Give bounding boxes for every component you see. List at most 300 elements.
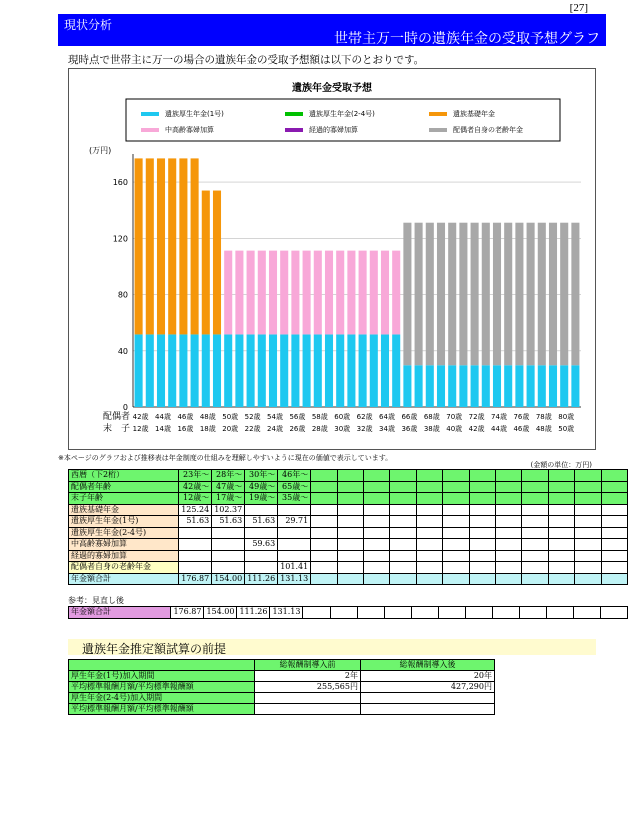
- x-tick-child: 32歳: [356, 425, 373, 433]
- table-cell: [495, 550, 521, 562]
- table-cell: [330, 607, 357, 619]
- table-cell: [601, 527, 627, 539]
- table-cell: [416, 504, 442, 516]
- table-cell: [311, 562, 337, 574]
- table-cell: [575, 481, 601, 493]
- table-cell: [311, 504, 337, 516]
- table-cell: 111.26: [237, 607, 270, 619]
- table-cell: [522, 539, 548, 551]
- table-cell: [278, 539, 311, 551]
- y-tick-label: 0: [122, 403, 128, 412]
- table-cell: [522, 504, 548, 516]
- table-cell: [575, 562, 601, 574]
- table-cell: [465, 607, 492, 619]
- table-cell: 125.24: [179, 504, 212, 516]
- table-cell: [416, 539, 442, 551]
- y-tick-label: 80: [117, 290, 128, 300]
- y-tick-label: 160: [112, 178, 128, 188]
- table-cell: [411, 607, 438, 619]
- table-row: [69, 682, 495, 693]
- table-cell: [337, 516, 363, 528]
- bar-segment: [235, 334, 243, 407]
- row-label: 配偶者自身の老齢年金: [69, 562, 179, 574]
- x-tick-spouse: 70歳: [446, 413, 463, 421]
- table-cell: [337, 470, 363, 482]
- x-tick-spouse: 42歳: [132, 413, 149, 421]
- table-cell: [522, 481, 548, 493]
- table-cell: [495, 516, 521, 528]
- x-tick-child: 42歳: [468, 425, 485, 433]
- x-tick-spouse: 48歳: [199, 413, 216, 421]
- x-tick-child: 40歳: [446, 425, 463, 433]
- bar-segment: [314, 251, 322, 335]
- bar-segment: [224, 334, 232, 407]
- table-cell: [438, 607, 465, 619]
- bar-segment: [437, 223, 445, 366]
- table-cell: [443, 539, 469, 551]
- row-label: 遺族厚生年金(2-4号): [69, 527, 179, 539]
- table-cell: 35歳～: [278, 493, 311, 505]
- row-label: 経過的寡婦加算: [69, 550, 179, 562]
- table-cell: [255, 704, 361, 715]
- table-cell: [575, 470, 601, 482]
- table-cell: [443, 481, 469, 493]
- table-cell: [416, 562, 442, 574]
- bar-segment: [157, 334, 165, 407]
- x-tick-spouse: 56歳: [289, 413, 306, 421]
- table-cell: [469, 493, 495, 505]
- bar-segment: [336, 251, 344, 335]
- chart-title: 遺族年金受取予想: [292, 83, 372, 94]
- table-cell: [179, 550, 212, 562]
- pension-chart: [68, 68, 596, 450]
- bar-segment: [392, 251, 400, 335]
- table-cell: [337, 493, 363, 505]
- table-cell: [469, 573, 495, 585]
- x-tick-spouse: 66歳: [401, 413, 418, 421]
- table-row: [69, 527, 628, 539]
- table-cell: [311, 516, 337, 528]
- row-label: 遺族基礎年金: [69, 504, 179, 516]
- revised-label: 参考：見直し後: [68, 596, 124, 605]
- x-tick-spouse: 72歳: [468, 413, 485, 421]
- bar-segment: [291, 334, 299, 407]
- x-tick-spouse: 44歳: [155, 413, 171, 421]
- legend-swatch: [141, 128, 159, 132]
- x-tick-child: 38歳: [423, 425, 440, 433]
- x-tick-child: 30歳: [334, 425, 351, 433]
- bar-segment: [280, 251, 288, 335]
- table-cell: [495, 562, 521, 574]
- table-cell: [548, 493, 574, 505]
- table-cell: [601, 539, 627, 551]
- table-cell: [337, 527, 363, 539]
- bar-segment: [381, 251, 389, 335]
- table-row: [69, 573, 628, 585]
- bar-segment: [314, 334, 322, 407]
- bar-segment: [415, 223, 423, 366]
- table-cell: [416, 516, 442, 528]
- table-cell: [245, 562, 278, 574]
- bar-segment: [325, 251, 333, 335]
- y-axis-label: (万円): [89, 146, 112, 155]
- table-cell: [548, 504, 574, 516]
- table-cell: [469, 481, 495, 493]
- premise-section-header: [68, 639, 596, 655]
- table-row: [69, 516, 628, 528]
- banner-title: 世帯主万一時の遺族年金の受取予想グラフ: [334, 31, 600, 47]
- bar-segment: [347, 334, 355, 407]
- table-cell: [443, 562, 469, 574]
- legend-label: 遺族厚生年金(1号): [165, 110, 224, 118]
- bar-segment: [448, 223, 456, 366]
- table-cell: 154.00: [204, 607, 237, 619]
- x-tick-spouse: 62歳: [356, 413, 373, 421]
- table-cell: [384, 607, 411, 619]
- unit-note: (金額の単位：万円): [530, 461, 592, 469]
- bar-segment: [381, 334, 389, 407]
- pension-table: [68, 469, 628, 585]
- table-row: [69, 607, 628, 619]
- table-cell: 131.13: [278, 573, 311, 585]
- table-cell: [212, 562, 245, 574]
- legend-label: 経過的寡婦加算: [309, 126, 358, 134]
- intro-text: 現時点で世帯主に万一の場合の遺族年金の受取予想額は以下のとおりです。: [68, 54, 425, 66]
- bar-segment: [515, 365, 523, 407]
- table-cell: 2年: [255, 671, 361, 682]
- table-cell: [601, 481, 627, 493]
- bar-segment: [471, 365, 479, 407]
- x-tick-spouse: 64歳: [379, 413, 395, 421]
- table-cell: [495, 470, 521, 482]
- legend-swatch: [285, 128, 303, 132]
- table-cell: 111.26: [245, 573, 278, 585]
- bar-segment: [146, 334, 154, 407]
- table-cell: [548, 539, 574, 551]
- table-cell: [361, 704, 495, 715]
- table-cell: [364, 516, 390, 528]
- table-cell: [495, 493, 521, 505]
- x-tick-child: 14歳: [155, 425, 171, 433]
- table-cell: [416, 527, 442, 539]
- bar-segment: [471, 223, 479, 366]
- table-cell: [519, 607, 546, 619]
- x-tick-child: 46歳: [513, 425, 530, 433]
- table-cell: 49歳～: [245, 481, 278, 493]
- bar-segment: [538, 223, 546, 366]
- bar-segment: [549, 223, 557, 366]
- page-number: [27]: [569, 2, 588, 14]
- table-cell: [311, 470, 337, 482]
- bar-segment: [504, 223, 512, 366]
- table-cell: [601, 516, 627, 528]
- table-cell: [364, 562, 390, 574]
- x-tick-child: 44歳: [491, 425, 507, 433]
- table-cell: [416, 470, 442, 482]
- table-cell: [601, 550, 627, 562]
- table-cell: [361, 693, 495, 704]
- bar-segment: [258, 334, 266, 407]
- table-cell: [443, 470, 469, 482]
- row-label: 厚生年金(2-4号)加入期間: [69, 693, 255, 704]
- table-cell: 12歳～: [179, 493, 212, 505]
- row-label: 末子年齢: [69, 493, 179, 505]
- table-cell: [390, 516, 416, 528]
- bar-segment: [258, 251, 266, 335]
- bar-segment: [168, 334, 176, 407]
- table-cell: 427,290円: [361, 682, 495, 693]
- x-tick-child: 50歳: [558, 425, 575, 433]
- table-cell: [575, 539, 601, 551]
- table-cell: [245, 527, 278, 539]
- table-cell: [522, 470, 548, 482]
- chart-note: ※本ページのグラフおよび推移表は年金制度の仕組みを理解しやすいように現在の価値で表示しています。: [58, 454, 393, 462]
- table-cell: [492, 607, 519, 619]
- table-row: [69, 550, 628, 562]
- table-cell: [575, 550, 601, 562]
- legend-swatch: [141, 112, 159, 116]
- bar-segment: [415, 365, 423, 407]
- table-cell: [469, 527, 495, 539]
- bar-segment: [191, 158, 199, 334]
- table-cell: [390, 573, 416, 585]
- row-label: 遺族厚生年金(1号): [69, 516, 179, 528]
- table-cell: [278, 550, 311, 562]
- row-label: 平均標準報酬月額/平均標準報酬額: [69, 704, 255, 715]
- table-cell: [311, 539, 337, 551]
- table-cell: 154.00: [212, 573, 245, 585]
- x-tick-spouse: 80歳: [558, 413, 575, 421]
- table-row: [69, 493, 628, 505]
- table-cell: [469, 550, 495, 562]
- table-cell: [495, 539, 521, 551]
- legend-box: [126, 99, 560, 141]
- header-row: [69, 660, 495, 671]
- x-tick-spouse: 50歳: [222, 413, 239, 421]
- table-cell: 176.87: [179, 573, 212, 585]
- x-tick-child: 34歳: [379, 425, 395, 433]
- table-cell: [548, 562, 574, 574]
- bar-segment: [527, 223, 535, 366]
- row-label: 配偶者年齢: [69, 481, 179, 493]
- table-cell: [364, 470, 390, 482]
- x-tick-spouse: 78歳: [535, 413, 552, 421]
- table-cell: [337, 504, 363, 516]
- table-cell: 255,565円: [255, 682, 361, 693]
- table-cell: [443, 527, 469, 539]
- table-cell: 101.41: [278, 562, 311, 574]
- legend-label: 遺族厚生年金(2-4号): [309, 110, 375, 118]
- table-cell: 42歳～: [179, 481, 212, 493]
- table-cell: [443, 550, 469, 562]
- table-cell: [575, 516, 601, 528]
- bar-segment: [437, 365, 445, 407]
- legend-label: 配偶者自身の老齢年金: [453, 126, 523, 134]
- table-cell: [311, 481, 337, 493]
- table-cell: [443, 516, 469, 528]
- row-label: 年金額合計: [69, 573, 179, 585]
- bar-segment: [459, 223, 467, 366]
- table-cell: [303, 607, 330, 619]
- bar-segment: [493, 223, 501, 366]
- bar-segment: [403, 223, 411, 366]
- bar-segment: [370, 334, 378, 407]
- legend-swatch: [285, 112, 303, 116]
- table-cell: 51.63: [179, 516, 212, 528]
- table-cell: [548, 470, 574, 482]
- x-tick-spouse: 54歳: [267, 413, 283, 421]
- table-cell: [179, 562, 212, 574]
- table-cell: 30年～: [245, 470, 278, 482]
- table-cell: [390, 550, 416, 562]
- table-row: [69, 704, 495, 715]
- bar-segment: [135, 334, 143, 407]
- column-header: 総報酬制導入前: [255, 660, 361, 671]
- bar-segment: [168, 158, 176, 334]
- table-row: [69, 693, 495, 704]
- x-tick-child: 22歳: [244, 425, 261, 433]
- table-cell: [337, 550, 363, 562]
- table-cell: [311, 527, 337, 539]
- bar-segment: [146, 158, 154, 334]
- table-cell: [522, 527, 548, 539]
- x-tick-child: 48歳: [535, 425, 552, 433]
- table-cell: 29.71: [278, 516, 311, 528]
- table-cell: [179, 539, 212, 551]
- table-cell: [245, 504, 278, 516]
- premise-table: [68, 659, 495, 715]
- table-cell: [522, 573, 548, 585]
- bar-segment: [235, 251, 243, 335]
- bar-segment: [482, 223, 490, 366]
- x-tick-spouse: 76歳: [513, 413, 530, 421]
- table-cell: [357, 607, 384, 619]
- x-tick-child: 24歳: [267, 425, 283, 433]
- bar-segment: [426, 365, 434, 407]
- bar-segment: [247, 334, 255, 407]
- bar-segment: [269, 251, 277, 335]
- table-cell: [522, 550, 548, 562]
- bar-segment: [347, 251, 355, 335]
- bar-segment: [549, 365, 557, 407]
- table-cell: [212, 550, 245, 562]
- table-cell: [546, 607, 573, 619]
- bar-segment: [247, 251, 255, 335]
- bar-segment: [269, 334, 277, 407]
- table-cell: [522, 493, 548, 505]
- row-label: 年金額合計: [69, 607, 171, 619]
- table-cell: 23年～: [179, 470, 212, 482]
- legend-swatch: [429, 112, 447, 116]
- bar-segment: [179, 334, 187, 407]
- table-cell: 59.63: [245, 539, 278, 551]
- table-cell: 51.63: [212, 516, 245, 528]
- table-cell: [364, 550, 390, 562]
- x-tick-child: 36歳: [401, 425, 418, 433]
- bar-segment: [191, 334, 199, 407]
- table-cell: [364, 504, 390, 516]
- x-tick-spouse: 52歳: [244, 413, 261, 421]
- row-label: 平均標準報酬月額/平均標準報酬額: [69, 682, 255, 693]
- table-cell: [390, 562, 416, 574]
- table-cell: [337, 573, 363, 585]
- table-row: [69, 562, 628, 574]
- table-cell: [469, 539, 495, 551]
- table-cell: [469, 562, 495, 574]
- table-cell: [245, 550, 278, 562]
- x-tick-spouse: 46歳: [177, 413, 194, 421]
- x-tick-child: 28歳: [311, 425, 328, 433]
- legend-label: 中高齢寡婦加算: [165, 126, 214, 134]
- table-cell: [469, 504, 495, 516]
- table-cell: [337, 481, 363, 493]
- bar-segment: [515, 223, 523, 366]
- table-cell: [548, 573, 574, 585]
- table-cell: [311, 550, 337, 562]
- table-cell: [495, 504, 521, 516]
- bar-segment: [482, 365, 490, 407]
- column-header: 総報酬制導入後: [361, 660, 495, 671]
- table-cell: [548, 550, 574, 562]
- table-row: [69, 671, 495, 682]
- table-row: [69, 481, 628, 493]
- bar-segment: [571, 223, 579, 366]
- bar-segment: [504, 365, 512, 407]
- section-banner: [58, 14, 606, 46]
- legend-label: 遺族基礎年金: [453, 110, 495, 118]
- table-cell: [278, 527, 311, 539]
- table-cell: 51.63: [245, 516, 278, 528]
- table-cell: [364, 481, 390, 493]
- table-cell: [469, 516, 495, 528]
- table-cell: [548, 516, 574, 528]
- table-cell: [575, 493, 601, 505]
- bar-segment: [403, 365, 411, 407]
- x-tick-spouse: 74歳: [491, 413, 507, 421]
- bar-segment: [157, 158, 165, 334]
- table-cell: [390, 539, 416, 551]
- bar-segment: [448, 365, 456, 407]
- bar-segment: [303, 251, 311, 335]
- table-cell: [601, 573, 627, 585]
- table-row: [69, 470, 628, 482]
- bar-segment: [224, 251, 232, 335]
- header-blank: [69, 660, 255, 671]
- bar-segment: [392, 334, 400, 407]
- bar-segment: [560, 223, 568, 366]
- banner-tag: 現状分析: [64, 18, 113, 32]
- bar-segment: [135, 158, 143, 334]
- bar-segment: [179, 158, 187, 334]
- table-cell: [364, 527, 390, 539]
- bar-segment: [291, 251, 299, 335]
- table-cell: [416, 481, 442, 493]
- table-cell: [575, 527, 601, 539]
- table-cell: [601, 493, 627, 505]
- table-cell: [443, 504, 469, 516]
- table-cell: [601, 504, 627, 516]
- table-cell: [522, 562, 548, 574]
- table-cell: [364, 493, 390, 505]
- bar-segment: [459, 365, 467, 407]
- table-cell: [575, 573, 601, 585]
- bar-segment: [213, 334, 221, 407]
- table-cell: [255, 693, 361, 704]
- table-cell: [416, 493, 442, 505]
- table-cell: [212, 539, 245, 551]
- table-cell: [390, 527, 416, 539]
- bar-segment: [325, 334, 333, 407]
